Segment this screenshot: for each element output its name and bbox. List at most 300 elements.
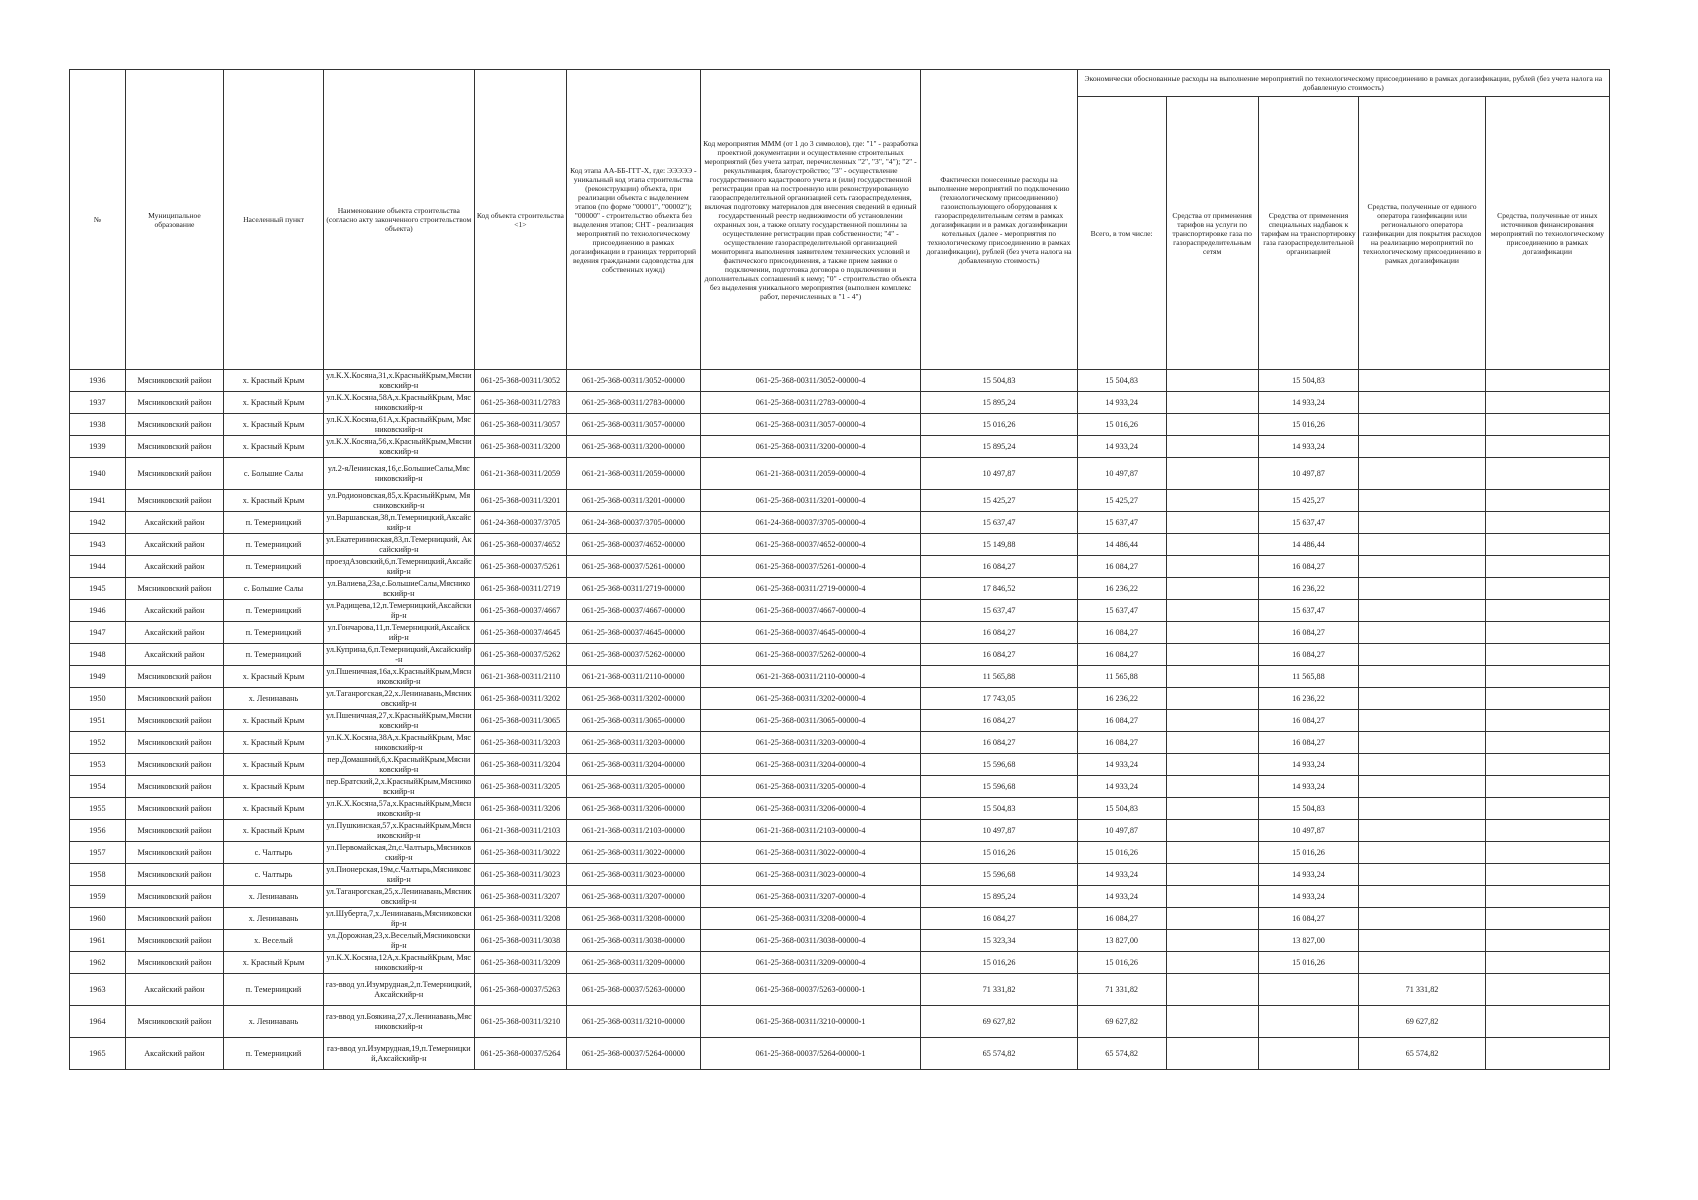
cell-event-code: 061-21-368-00311/2103-00000-4 [700,820,921,842]
cell-object-name: ул.Пшеничная,16а,х.КрасныйКрым,Мясниковскийр-н [323,666,474,688]
cell-settlement: х. Красный Крым [224,436,324,458]
cell-operator-funds [1359,666,1485,688]
cell-object-code: 061-25-368-00311/3203 [474,732,566,754]
cell-tariff [1166,458,1258,490]
cell-total: 16 084,27 [1077,622,1166,644]
table-row [70,644,1610,666]
cell-stage-code: 061-25-368-00311/3210-00000 [566,1006,700,1038]
table-body [70,370,1610,1070]
cell-special-markup: 16 084,27 [1258,622,1359,644]
cell-settlement: п. Темерницкий [224,556,324,578]
cell-actual-costs: 16 084,27 [921,732,1077,754]
cell-total: 10 497,87 [1077,458,1166,490]
cell-stage-code: 061-25-368-00311/3057-00000 [566,414,700,436]
cell-total: 16 084,27 [1077,732,1166,754]
cell-special-markup: 14 933,24 [1258,886,1359,908]
cell-actual-costs: 15 504,83 [921,798,1077,820]
cell-object-name: ул.Куприна,6,п.Темерницкий,Аксайскийр-н [323,644,474,666]
table-row [70,732,1610,754]
table-row [70,578,1610,600]
cell-settlement: х. Красный Крым [224,666,324,688]
cell-settlement: х. Красный Крым [224,776,324,798]
cell-other-sources [1485,688,1609,710]
cell-total: 15 425,27 [1077,490,1166,512]
cell-special-markup [1258,974,1359,1006]
cell-object-code: 061-25-368-00037/4652 [474,534,566,556]
cell-total: 15 016,26 [1077,952,1166,974]
cell-actual-costs: 15 149,88 [921,534,1077,556]
cell-object-name: ул.Родионовская,85,х.КрасныйКрым, Мясниковскийр-н [323,490,474,512]
cell-object-code: 061-21-368-00311/2103 [474,820,566,842]
cell-other-sources [1485,512,1609,534]
cell-object-name: газ-ввод ул.Боякина,27,х.Ленинавань,Мясниковскийр-н [323,1006,474,1038]
cell-event-code: 061-25-368-00311/3057-00000-4 [700,414,921,436]
table-header [70,70,1610,370]
cell-settlement: с. Большие Салы [224,578,324,600]
cell-settlement: х. Красный Крым [224,754,324,776]
cell-settlement: п. Темерницкий [224,974,324,1006]
cell-object-name: ул.К.Х.Косяна,61А,х.КрасныйКрым, Мясниковскийр-н [323,414,474,436]
cell-actual-costs: 15 596,68 [921,754,1077,776]
cell-object-name: ул.К.Х.Косяна,57а,х.КрасныйКрым,Мясниковскийр-н [323,798,474,820]
cell-municipality: Мясниковский район [125,688,224,710]
cell-no: 1955 [70,798,126,820]
cell-settlement: х. Красный Крым [224,392,324,414]
cell-object-code: 061-25-368-00311/3205 [474,776,566,798]
cell-other-sources [1485,578,1609,600]
cell-actual-costs: 16 084,27 [921,622,1077,644]
cell-total: 15 637,47 [1077,512,1166,534]
cell-stage-code: 061-25-368-00311/3209-00000 [566,952,700,974]
cell-special-markup: 16 084,27 [1258,710,1359,732]
cell-other-sources [1485,490,1609,512]
cell-municipality: Аксайский район [125,974,224,1006]
cell-settlement: х. Красный Крым [224,370,324,392]
cell-special-markup: 16 084,27 [1258,644,1359,666]
cell-special-markup: 13 827,00 [1258,930,1359,952]
table-row [70,864,1610,886]
cell-special-markup: 16 084,27 [1258,556,1359,578]
cell-event-code: 061-25-368-00311/2783-00000-4 [700,392,921,414]
cell-operator-funds [1359,370,1485,392]
cell-special-markup: 16 236,22 [1258,688,1359,710]
cell-stage-code: 061-25-368-00311/3038-00000 [566,930,700,952]
cell-event-code: 061-25-368-00311/3202-00000-4 [700,688,921,710]
cell-no: 1949 [70,666,126,688]
cell-tariff [1166,512,1258,534]
cell-stage-code: 061-25-368-00311/3207-00000 [566,886,700,908]
cell-object-code: 061-25-368-00311/2783 [474,392,566,414]
cell-municipality: Мясниковский район [125,952,224,974]
col-event-code-header: Код мероприятия МММ (от 1 до 3 символов), где: "1" - разработка проектной документации и осуществление строительных мероприятий (без учета затрат, перечисленных "2", "3", "4"); "2" - рекультивация, благоустройство; "3" - осуществление государственного кадастрового учета и (или) государственной регистрации прав на построенную или реконструированную газораспределительной организацией сеть газораспределения, включая подготовку материалов для внесения сведений в единый государственный реестр недвижимости об установлении охранных зон, а также оплату государственной пошлины за осуществление регистрации прав собственности; "4" - осуществление газораспределительной организацией мониторинга выполнения заявителем технических условий и фактического присоединения, а также прием заявки о подключении, подготовка договора о подключении и дополнительных соглашений к нему; "0" - строительство объекта без выделения уникального мероприятия (выполнен комплекс работ, перечисленных в "1 - 4") [700,70,921,370]
cell-settlement: п. Темерницкий [224,644,324,666]
col-no-header: № [70,70,126,370]
table-row [70,820,1610,842]
cell-object-name: ул.Варшавская,38,п.Темерницкий,Аксайскийр-н [323,512,474,534]
cell-tariff [1166,534,1258,556]
cell-other-sources [1485,952,1609,974]
cell-actual-costs: 16 084,27 [921,908,1077,930]
cell-other-sources [1485,534,1609,556]
table-row [70,710,1610,732]
cell-actual-costs: 10 497,87 [921,458,1077,490]
cell-total: 13 827,00 [1077,930,1166,952]
cell-operator-funds [1359,490,1485,512]
cell-actual-costs: 15 016,26 [921,842,1077,864]
cell-other-sources [1485,392,1609,414]
cell-other-sources [1485,974,1609,1006]
cell-object-code: 061-25-368-00037/4667 [474,600,566,622]
cell-settlement: с. Чалтырь [224,842,324,864]
cell-total: 15 016,26 [1077,842,1166,864]
cell-no: 1939 [70,436,126,458]
cell-no: 1956 [70,820,126,842]
cell-tariff [1166,820,1258,842]
cell-tariff [1166,798,1258,820]
table-row [70,458,1610,490]
cell-no: 1938 [70,414,126,436]
cell-municipality: Мясниковский район [125,436,224,458]
cell-settlement: х. Веселый [224,930,324,952]
cell-stage-code: 061-25-368-00311/3203-00000 [566,732,700,754]
table-row [70,534,1610,556]
cell-tariff [1166,666,1258,688]
table-row [70,930,1610,952]
cell-operator-funds [1359,886,1485,908]
cell-object-name: газ-ввод ул.Изумрудная,19,п.Темерницкий,Аксайскийр-н [323,1038,474,1070]
cell-municipality: Мясниковский район [125,710,224,732]
cell-actual-costs: 10 497,87 [921,820,1077,842]
cell-object-code: 061-25-368-00311/3022 [474,842,566,864]
cell-municipality: Аксайский район [125,644,224,666]
cell-no: 1964 [70,1006,126,1038]
cell-municipality: Мясниковский район [125,370,224,392]
cell-object-code: 061-25-368-00311/3065 [474,710,566,732]
cell-no: 1960 [70,908,126,930]
cell-tariff [1166,644,1258,666]
cell-actual-costs: 15 637,47 [921,512,1077,534]
cell-tariff [1166,864,1258,886]
cell-object-code: 061-25-368-00311/3201 [474,490,566,512]
cell-object-name: ул.Екатерининская,83,п.Темерницкий, Аксайскийр-н [323,534,474,556]
cell-actual-costs: 15 596,68 [921,776,1077,798]
cell-special-markup [1258,1006,1359,1038]
cell-no: 1959 [70,886,126,908]
cell-municipality: Аксайский район [125,1038,224,1070]
cell-object-name: ул.Валиева,23а,с.БольшиеСалы,Мясниковскийр-н [323,578,474,600]
cell-event-code: 061-24-368-00037/3705-00000-4 [700,512,921,534]
col-object-name-header: Наименование объекта строительства (согласно акту законченного строительством объекта) [323,70,474,370]
cell-actual-costs: 15 596,68 [921,864,1077,886]
cell-total: 15 504,83 [1077,370,1166,392]
cell-operator-funds [1359,534,1485,556]
cell-special-markup: 14 933,24 [1258,754,1359,776]
cell-event-code: 061-25-368-00311/3206-00000-4 [700,798,921,820]
cell-municipality: Аксайский район [125,556,224,578]
cell-object-name: ул.Таганрогская,25,х.Ленинавань,Мясниковскийр-н [323,886,474,908]
cell-tariff [1166,732,1258,754]
cell-stage-code: 061-25-368-00037/4667-00000 [566,600,700,622]
cell-stage-code: 061-21-368-00311/2103-00000 [566,820,700,842]
cell-object-name: ул.Таганрогская,22,х.Ленинавань,Мясниковскийр-н [323,688,474,710]
cell-event-code: 061-25-368-00311/3203-00000-4 [700,732,921,754]
cell-municipality: Аксайский район [125,534,224,556]
cell-actual-costs: 16 084,27 [921,556,1077,578]
cell-tariff [1166,886,1258,908]
cell-operator-funds [1359,908,1485,930]
cell-no: 1936 [70,370,126,392]
cell-event-code: 061-25-368-00311/3207-00000-4 [700,886,921,908]
cell-object-code: 061-25-368-00037/5262 [474,644,566,666]
cell-object-code: 061-25-368-00311/3038 [474,930,566,952]
cell-operator-funds [1359,392,1485,414]
cell-object-code: 061-25-368-00311/3052 [474,370,566,392]
cell-object-name: ул.К.Х.Косяна,56,х.КрасныйКрым,Мясниковскийр-н [323,436,474,458]
cell-operator-funds [1359,578,1485,600]
cell-no: 1943 [70,534,126,556]
cell-event-code: 061-25-368-00037/4667-00000-4 [700,600,921,622]
cell-total: 16 084,27 [1077,556,1166,578]
cell-other-sources [1485,886,1609,908]
cell-stage-code: 061-25-368-00311/2783-00000 [566,392,700,414]
cell-tariff [1166,370,1258,392]
cell-special-markup [1258,1038,1359,1070]
cell-total: 15 016,26 [1077,414,1166,436]
cell-actual-costs: 17 846,52 [921,578,1077,600]
cell-special-markup: 15 425,27 [1258,490,1359,512]
cell-actual-costs: 65 574,82 [921,1038,1077,1070]
cell-stage-code: 061-25-368-00037/5263-00000 [566,974,700,1006]
col-actual-costs-header: Фактически понесенные расходы на выполнение мероприятий по подключению (технологическому присоединению) газоиспользующего оборудования к газораспределительным сетям в рамках догазификации и в рамках догазификации котельных (далее - мероприятия по технологическому присоединению в рамках догазификации), рублей (без учета налога на добавленную стоимость) [921,70,1077,370]
cell-object-code: 061-25-368-00037/5261 [474,556,566,578]
cell-settlement: х. Красный Крым [224,820,324,842]
cell-settlement: х. Ленинавань [224,688,324,710]
table-row [70,776,1610,798]
cell-no: 1948 [70,644,126,666]
table-row [70,436,1610,458]
cell-total: 16 084,27 [1077,644,1166,666]
cell-special-markup: 15 504,83 [1258,370,1359,392]
cell-event-code: 061-25-368-00311/2719-00000-4 [700,578,921,600]
cell-settlement: х. Красный Крым [224,798,324,820]
cell-event-code: 061-25-368-00311/3208-00000-4 [700,908,921,930]
cell-total: 14 933,24 [1077,864,1166,886]
cell-total: 16 236,22 [1077,688,1166,710]
cell-stage-code: 061-25-368-00311/3201-00000 [566,490,700,512]
cell-other-sources [1485,842,1609,864]
cell-special-markup: 15 637,47 [1258,600,1359,622]
cell-actual-costs: 15 425,27 [921,490,1077,512]
cell-municipality: Мясниковский район [125,798,224,820]
cell-special-markup: 16 084,27 [1258,732,1359,754]
gasification-costs-table [69,69,1610,1070]
table-row [70,798,1610,820]
cell-operator-funds [1359,754,1485,776]
cell-operator-funds [1359,820,1485,842]
cell-total: 14 933,24 [1077,392,1166,414]
cell-municipality: Мясниковский район [125,392,224,414]
cell-other-sources [1485,600,1609,622]
cell-operator-funds [1359,512,1485,534]
cell-stage-code: 061-25-368-00037/5262-00000 [566,644,700,666]
cell-no: 1945 [70,578,126,600]
cell-settlement: п. Темерницкий [224,1038,324,1070]
table-row [70,1038,1610,1070]
cell-actual-costs: 15 895,24 [921,886,1077,908]
cell-operator-funds [1359,436,1485,458]
cell-special-markup: 14 933,24 [1258,392,1359,414]
cell-special-markup: 15 016,26 [1258,842,1359,864]
cell-object-code: 061-25-368-00311/3209 [474,952,566,974]
cell-object-code: 061-25-368-00311/3023 [474,864,566,886]
cell-other-sources [1485,798,1609,820]
cell-total: 14 486,44 [1077,534,1166,556]
cell-settlement: х. Ленинавань [224,908,324,930]
cell-municipality: Мясниковский район [125,820,224,842]
cell-municipality: Мясниковский район [125,842,224,864]
cell-other-sources [1485,754,1609,776]
cell-tariff [1166,974,1258,1006]
cell-other-sources [1485,556,1609,578]
cell-actual-costs: 69 627,82 [921,1006,1077,1038]
cell-operator-funds [1359,458,1485,490]
cell-municipality: Мясниковский район [125,886,224,908]
cell-other-sources [1485,666,1609,688]
cell-operator-funds [1359,688,1485,710]
cell-object-name: пер.Братский,2,х.КрасныйКрым,Мясниковскийр-н [323,776,474,798]
cell-other-sources [1485,644,1609,666]
cell-actual-costs: 71 331,82 [921,974,1077,1006]
cell-total: 15 504,83 [1077,798,1166,820]
cell-stage-code: 061-25-368-00037/5261-00000 [566,556,700,578]
table-row [70,842,1610,864]
table-row [70,556,1610,578]
cell-municipality: Мясниковский район [125,490,224,512]
cell-object-name: ул.Пушкинская,57,х.КрасныйКрым,Мясниковскийр-н [323,820,474,842]
cell-settlement: с. Большие Салы [224,458,324,490]
cell-stage-code: 061-25-368-00037/5264-00000 [566,1038,700,1070]
cell-object-code: 061-25-368-00311/3204 [474,754,566,776]
table-row [70,886,1610,908]
cell-object-code: 061-25-368-00311/3208 [474,908,566,930]
cell-event-code: 061-25-368-00311/3022-00000-4 [700,842,921,864]
cell-municipality: Мясниковский район [125,458,224,490]
cell-other-sources [1485,436,1609,458]
cell-event-code: 061-25-368-00311/3209-00000-4 [700,952,921,974]
cell-no: 1950 [70,688,126,710]
cell-no: 1940 [70,458,126,490]
cell-municipality: Мясниковский район [125,776,224,798]
cell-stage-code: 061-21-368-00311/2110-00000 [566,666,700,688]
cell-operator-funds [1359,644,1485,666]
cell-municipality: Аксайский район [125,622,224,644]
cell-other-sources [1485,458,1609,490]
cell-special-markup: 14 933,24 [1258,436,1359,458]
table-row [70,974,1610,1006]
cell-operator-funds: 71 331,82 [1359,974,1485,1006]
cell-object-name: ул.2-яЛенинская,16,с.БольшиеСалы,Мясниковскийр-н [323,458,474,490]
cell-object-code: 061-25-368-00311/3200 [474,436,566,458]
cell-no: 1958 [70,864,126,886]
cell-settlement: п. Темерницкий [224,534,324,556]
cell-total: 69 627,82 [1077,1006,1166,1038]
cell-municipality: Мясниковский район [125,666,224,688]
cell-stage-code: 061-25-368-00311/3065-00000 [566,710,700,732]
cell-other-sources [1485,710,1609,732]
cell-stage-code: 061-25-368-00311/2719-00000 [566,578,700,600]
cell-no: 1953 [70,754,126,776]
cell-event-code: 061-25-368-00037/4645-00000-4 [700,622,921,644]
cell-object-code: 061-21-368-00311/2059 [474,458,566,490]
cell-object-code: 061-25-368-00037/4645 [474,622,566,644]
cell-special-markup: 10 497,87 [1258,820,1359,842]
cell-actual-costs: 15 323,34 [921,930,1077,952]
cell-special-markup: 15 504,83 [1258,798,1359,820]
cell-operator-funds [1359,864,1485,886]
table-row [70,512,1610,534]
cell-stage-code: 061-25-368-00311/3206-00000 [566,798,700,820]
cell-event-code: 061-25-368-00037/5261-00000-4 [700,556,921,578]
cell-municipality: Аксайский район [125,512,224,534]
table-row [70,392,1610,414]
cell-settlement: х. Красный Крым [224,414,324,436]
cell-object-name: газ-ввод ул.Изумрудная,2,п.Темерницкий,Аксайскийр-н [323,974,474,1006]
cell-municipality: Мясниковский район [125,578,224,600]
cell-stage-code: 061-25-368-00037/4645-00000 [566,622,700,644]
table-row [70,952,1610,974]
table-row [70,688,1610,710]
cell-actual-costs: 16 084,27 [921,644,1077,666]
cell-stage-code: 061-25-368-00311/3023-00000 [566,864,700,886]
cell-no: 1951 [70,710,126,732]
cell-actual-costs: 15 504,83 [921,370,1077,392]
cell-object-name: ул.К.Х.Косяна,12А,х.КрасныйКрым, Мясниковскийр-н [323,952,474,974]
cell-stage-code: 061-21-368-00311/2059-00000 [566,458,700,490]
cell-operator-funds [1359,842,1485,864]
cell-special-markup: 16 084,27 [1258,908,1359,930]
cell-actual-costs: 15 895,24 [921,392,1077,414]
table-row [70,600,1610,622]
cell-operator-funds [1359,600,1485,622]
cell-no: 1961 [70,930,126,952]
cell-no: 1944 [70,556,126,578]
col-tariff-header: Средства от применения тарифов на услуги по транспортировке газа по газораспределительным сетям [1166,97,1258,370]
cell-total: 14 933,24 [1077,754,1166,776]
cell-object-name: ул.К.Х.Косяна,58А,х.КрасныйКрым, Мясниковскийр-н [323,392,474,414]
cell-object-name: проездАзовский,6,п.Темерницкий,Аксайскийр-н [323,556,474,578]
cell-object-code: 061-21-368-00311/2110 [474,666,566,688]
cell-object-code: 061-25-368-00311/3202 [474,688,566,710]
cell-stage-code: 061-25-368-00311/3205-00000 [566,776,700,798]
cell-object-name: пер.Домашний,6,х.КрасныйКрым,Мясниковскийр-н [323,754,474,776]
cell-tariff [1166,754,1258,776]
cell-object-code: 061-25-368-00311/3210 [474,1006,566,1038]
cell-tariff [1166,436,1258,458]
col-municipality-header: Муниципальное образование [125,70,224,370]
cell-municipality: Мясниковский район [125,1006,224,1038]
cell-event-code: 061-25-368-00311/3052-00000-4 [700,370,921,392]
cell-event-code: 061-25-368-00311/3205-00000-4 [700,776,921,798]
table-row [70,414,1610,436]
col-object-code-header: Код объекта строительства <1> [474,70,566,370]
cell-tariff [1166,622,1258,644]
cell-special-markup: 14 933,24 [1258,864,1359,886]
cell-tariff [1166,556,1258,578]
cell-object-code: 061-25-368-00311/3207 [474,886,566,908]
cell-event-code: 061-25-368-00037/5264-00000-1 [700,1038,921,1070]
cell-stage-code: 061-25-368-00311/3052-00000 [566,370,700,392]
table-row [70,490,1610,512]
